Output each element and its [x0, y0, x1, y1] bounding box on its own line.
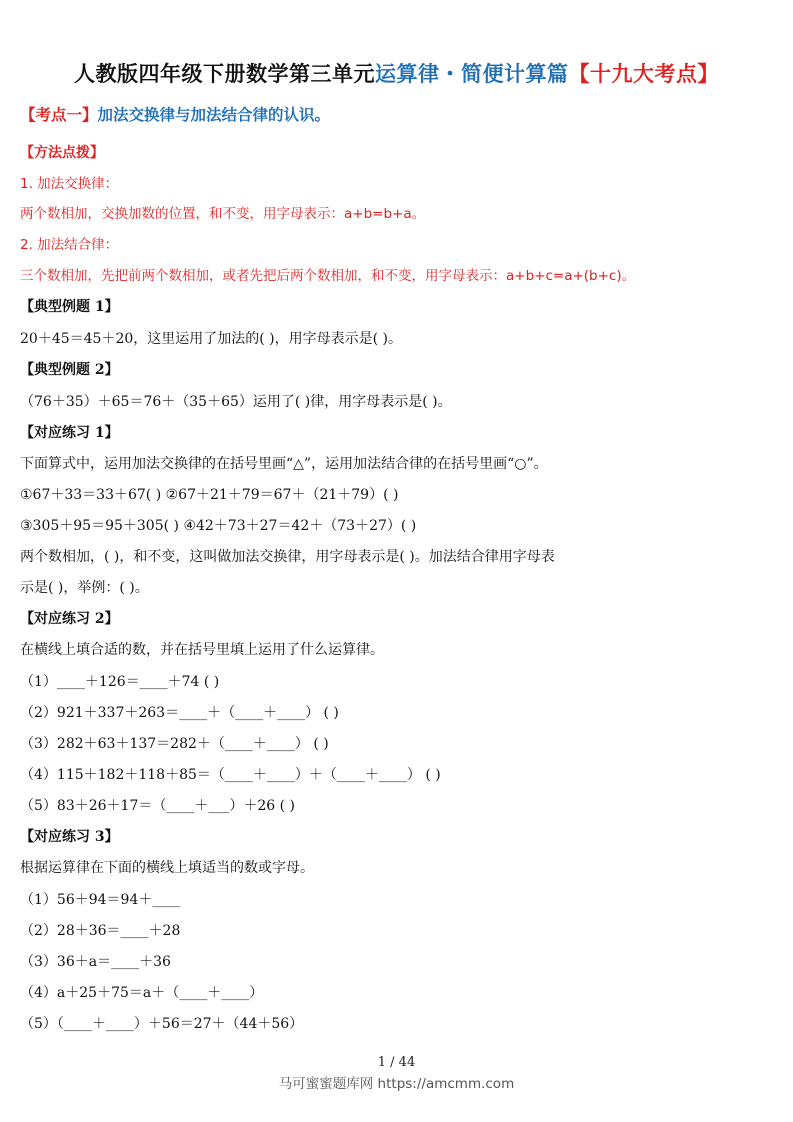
rule2-text: 三个数相加，先把前两个数相加，或者先把后两个数相加，和不变，用字母表示：a+b+c=a+(b+c)。 [20, 268, 636, 284]
page-title [0, 58, 793, 88]
practice2-heading: 【对应练习 2】 [20, 611, 119, 627]
rule1-title: 1. 加法交换律： [20, 176, 119, 192]
method-heading: 【方法点拨】 [20, 145, 104, 161]
page-number: 1 / 44 [377, 1055, 416, 1070]
practice3-item-3: （3）36＋a＝____＋36 [20, 954, 171, 970]
example2-heading: 【典型例题 2】 [20, 362, 119, 378]
practice1-fill2: 示是( )，举例：( )。 [20, 580, 149, 596]
practice3-item-1: （1）56＋94＝94＋____ [20, 892, 181, 908]
example1-heading: 【典型例题 1】 [20, 299, 119, 315]
practice3-item-5: （5）（____＋____）＋56＝27＋（44＋56） [20, 1016, 304, 1032]
rule2-title: 2. 加法结合律： [20, 237, 119, 253]
example1-text: 20＋45＝45＋20，这里运用了加法的( )，用字母表示是( )。 [20, 331, 403, 347]
title-part-grade: 人教版四年级下册数学第三单元 [74, 62, 375, 86]
practice3-instruction: 根据运算律在下面的横线上填适当的数或字母。 [20, 860, 314, 876]
practice1-row2: ③305＋95＝95＋305( ) ④42＋73＋27＝42＋（73＋27）( ) [20, 518, 417, 534]
title-part-topic: 运算律・简便计算篇 [375, 62, 569, 86]
practice3-heading: 【对应练习 3】 [20, 829, 119, 845]
practice2-item-5: （5）83＋26＋17＝（____＋___）＋26 ( ) [20, 798, 295, 814]
practice2-item-3: （3）282＋63＋137＝282＋（____＋____） ( ) [20, 736, 329, 752]
practice1-heading: 【对应练习 1】 [20, 425, 119, 441]
practice1-row1: ①67＋33＝33＋67( ) ②67＋21＋79＝67＋（21＋79）( ) [20, 487, 399, 503]
footer-site-link[interactable]: 马可蜜蜜题库网 https://amcmm.com [278, 1076, 515, 1092]
section-heading [20, 103, 330, 125]
practice1-instruction: 下面算式中，运用加法交换律的在括号里画“△”，运用加法结合律的在括号里画“○”。 [20, 456, 548, 472]
section-text: 加法交换律与加法结合律的认识。 [97, 106, 331, 124]
section-tag: 【考点一】 [20, 106, 98, 124]
practice3-item-4: （4）a＋25＋75＝a＋（____＋____） [20, 985, 264, 1001]
rule1-text: 两个数相加，交换加数的位置，和不变，用字母表示：a+b=b+a。 [20, 206, 426, 222]
title-part-points: 【十九大考点】 [568, 62, 719, 86]
practice2-item-4: （4）115＋182＋118＋85＝（____＋____）＋（____＋____） ( ) [20, 767, 441, 783]
practice1-fill1: 两个数相加，( )，和不变，这叫做加法交换律，用字母表示是( )。加法结合律用字母表 [20, 549, 555, 565]
practice2-item-2: （2）921＋337＋263＝____＋（____＋____） ( ) [20, 705, 339, 721]
practice2-instruction: 在横线上填合适的数，并在括号里填上运用了什么运算律。 [20, 642, 384, 658]
practice2-item-1: （1）____＋126＝____＋74 ( ) [20, 674, 220, 690]
example2-text: （76＋35）＋65＝76＋（35＋65）运用了( )律，用字母表示是( )。 [20, 394, 452, 410]
practice3-item-2: （2）28＋36＝____＋28 [20, 923, 181, 939]
